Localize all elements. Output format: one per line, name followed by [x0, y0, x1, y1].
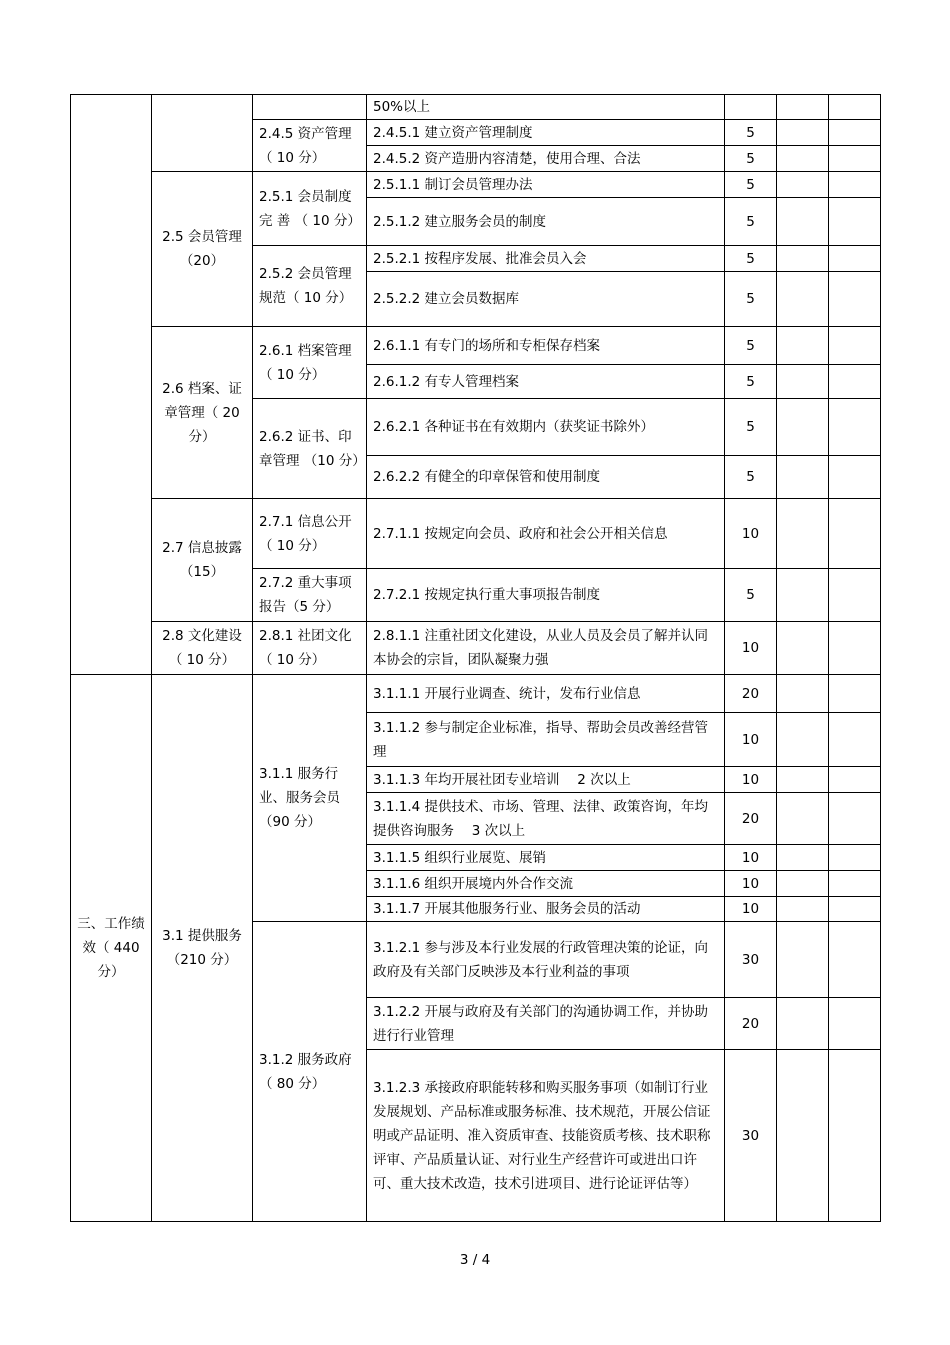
score-cell: 5	[725, 569, 777, 622]
blank-cell	[777, 767, 829, 793]
blank-cell	[777, 399, 829, 456]
table-row	[71, 172, 881, 198]
score-cell: 10	[725, 845, 777, 871]
item-cell: 2.8.1 社团文化（ 10 分）	[253, 622, 367, 675]
blank-cell	[777, 146, 829, 172]
blank-cell	[777, 95, 829, 120]
evaluation-table	[70, 94, 881, 1222]
blank-cell	[829, 622, 881, 675]
blank-cell	[829, 172, 881, 198]
page-number: 3 / 4	[459, 1252, 491, 1268]
blank-cell	[829, 675, 881, 713]
item-cell: 2.6.1 档案管理（ 10 分）	[253, 327, 367, 399]
criterion-cell: 3.1.1.3 年均开展社团专业培训 2 次以上	[367, 767, 725, 793]
blank-cell	[829, 365, 881, 399]
blank-cell	[829, 146, 881, 172]
blank-cell	[777, 622, 829, 675]
blank-cell	[777, 897, 829, 922]
score-cell: 10	[725, 499, 777, 569]
blank-cell	[829, 569, 881, 622]
blank-cell	[777, 1050, 829, 1222]
blank-cell	[829, 871, 881, 897]
blank-cell	[777, 569, 829, 622]
blank-cell	[829, 793, 881, 845]
blank-cell	[829, 998, 881, 1050]
blank-cell	[777, 246, 829, 272]
blank-cell	[777, 456, 829, 499]
blank-cell	[777, 845, 829, 871]
criterion-cell: 2.6.1.1 有专门的场所和专柜保存档案	[367, 327, 725, 365]
criterion-cell: 2.6.1.2 有专人管理档案	[367, 365, 725, 399]
criterion-cell: 2.7.1.1 按规定向会员、政府和社会公开相关信息	[367, 499, 725, 569]
criterion-cell: 2.6.2.2 有健全的印章保管和使用制度	[367, 456, 725, 499]
score-cell: 10	[725, 897, 777, 922]
blank-cell	[777, 172, 829, 198]
table-row	[71, 675, 881, 713]
item-cell: 2.5.2 会员管理规范（ 10 分）	[253, 246, 367, 327]
blank-cell	[829, 499, 881, 569]
criterion-cell: 3.1.1.2 参与制定企业标准，指导、帮助会员改善经营管理	[367, 713, 725, 767]
score-cell: 10	[725, 713, 777, 767]
blank-cell	[777, 499, 829, 569]
sub-category-cell: 2.6 档案、证章管理（ 20 分）	[152, 327, 253, 499]
blank-cell	[777, 793, 829, 845]
blank-cell	[777, 675, 829, 713]
score-cell: 5	[725, 172, 777, 198]
item-cell: 2.7.2 重大事项报告（5 分）	[253, 569, 367, 622]
table-row	[71, 95, 881, 120]
score-cell	[725, 95, 777, 120]
item-cell: 3.1.1 服务行业、服务会员（90 分）	[253, 675, 367, 922]
blank-cell	[829, 713, 881, 767]
criterion-cell: 3.1.1.1 开展行业调查、统计，发布行业信息	[367, 675, 725, 713]
blank-cell	[829, 922, 881, 998]
score-cell: 10	[725, 622, 777, 675]
score-cell: 5	[725, 146, 777, 172]
item-cell: 2.4.5 资产管理（ 10 分）	[253, 120, 367, 172]
blank-cell	[829, 456, 881, 499]
table-row	[71, 622, 881, 675]
category-cell	[71, 95, 152, 675]
criterion-cell: 2.4.5.2 资产造册内容清楚，使用合理、合法	[367, 146, 725, 172]
blank-cell	[829, 246, 881, 272]
criterion-cell: 3.1.2.3 承接政府职能转移和购买服务事项（如制订行业发展规划、产品标准或服务标准、技术规范，开展公信证明或产品证明、准入资质审查、技能资质考核、技术职称评审、产品质量认证、对行业生产经营许可或进出口许可、重大技术改造，技术引进项目、进行论证评估等）	[367, 1050, 725, 1222]
blank-cell	[777, 922, 829, 998]
criterion-cell: 2.5.1.1 制订会员管理办法	[367, 172, 725, 198]
table-row	[71, 499, 881, 569]
blank-cell	[829, 272, 881, 327]
table-row	[71, 327, 881, 365]
item-cell: 2.5.1 会员制度 完 善 （ 10 分）	[253, 172, 367, 246]
criterion-cell: 3.1.2.2 开展与政府及有关部门的沟通协调工作，并协助进行行业管理	[367, 998, 725, 1050]
score-cell: 5	[725, 120, 777, 146]
criterion-cell: 3.1.1.4 提供技术、市场、管理、法律、政策咨询，年均提供咨询服务 3 次以上	[367, 793, 725, 845]
score-cell: 5	[725, 365, 777, 399]
sub-category-cell: 3.1 提供服务（210 分）	[152, 675, 253, 1222]
criterion-cell: 2.7.2.1 按规定执行重大事项报告制度	[367, 569, 725, 622]
sub-category-cell: 2.5 会员管理（20）	[152, 172, 253, 327]
score-cell: 10	[725, 871, 777, 897]
blank-cell	[829, 897, 881, 922]
criterion-cell: 2.5.2.2 建立会员数据库	[367, 272, 725, 327]
criterion-cell: 2.6.2.1 各种证书在有效期内（获奖证书除外）	[367, 399, 725, 456]
criterion-cell: 3.1.1.5 组织行业展览、展销	[367, 845, 725, 871]
blank-cell	[777, 120, 829, 146]
criterion-cell: 2.5.1.2 建立服务会员的制度	[367, 198, 725, 246]
blank-cell	[829, 95, 881, 120]
item-cell	[253, 95, 367, 120]
score-cell: 5	[725, 198, 777, 246]
criterion-cell: 2.8.1.1 注重社团文化建设，从业人员及会员了解并认同本协会的宗旨，团队凝聚力强	[367, 622, 725, 675]
blank-cell	[777, 998, 829, 1050]
blank-cell	[829, 845, 881, 871]
sub-category-cell: 2.7 信息披露（15）	[152, 499, 253, 622]
blank-cell	[829, 767, 881, 793]
blank-cell	[777, 272, 829, 327]
category-cell: 三、工作绩效（ 440 分）	[71, 675, 152, 1222]
item-cell: 3.1.2 服务政府（ 80 分）	[253, 922, 367, 1222]
blank-cell	[777, 871, 829, 897]
score-cell: 10	[725, 767, 777, 793]
item-cell: 2.6.2 证书、印章管理 （10 分）	[253, 399, 367, 499]
score-cell: 5	[725, 272, 777, 327]
criterion-cell: 2.4.5.1 建立资产管理制度	[367, 120, 725, 146]
score-cell: 20	[725, 793, 777, 845]
criterion-cell: 2.5.2.1 按程序发展、批准会员入会	[367, 246, 725, 272]
blank-cell	[829, 120, 881, 146]
criterion-cell: 3.1.1.6 组织开展境内外合作交流	[367, 871, 725, 897]
criterion-cell: 3.1.1.7 开展其他服务行业、服务会员的活动	[367, 897, 725, 922]
score-cell: 20	[725, 675, 777, 713]
sub-category-cell: 2.8 文化建设（ 10 分）	[152, 622, 253, 675]
blank-cell	[777, 198, 829, 246]
score-cell: 5	[725, 327, 777, 365]
blank-cell	[829, 399, 881, 456]
score-cell: 20	[725, 998, 777, 1050]
blank-cell	[777, 365, 829, 399]
criterion-cell: 50%以上	[367, 95, 725, 120]
blank-cell	[829, 327, 881, 365]
score-cell: 30	[725, 922, 777, 998]
blank-cell	[829, 198, 881, 246]
score-cell: 30	[725, 1050, 777, 1222]
score-cell: 5	[725, 246, 777, 272]
criterion-cell: 3.1.2.1 参与涉及本行业发展的行政管理决策的论证，向政府及有关部门反映涉及本行业利益的事项	[367, 922, 725, 998]
blank-cell	[829, 1050, 881, 1222]
blank-cell	[777, 327, 829, 365]
score-cell: 5	[725, 399, 777, 456]
sub-category-cell	[152, 95, 253, 172]
item-cell: 2.7.1 信息公开（ 10 分）	[253, 499, 367, 569]
blank-cell	[777, 713, 829, 767]
score-cell: 5	[725, 456, 777, 499]
